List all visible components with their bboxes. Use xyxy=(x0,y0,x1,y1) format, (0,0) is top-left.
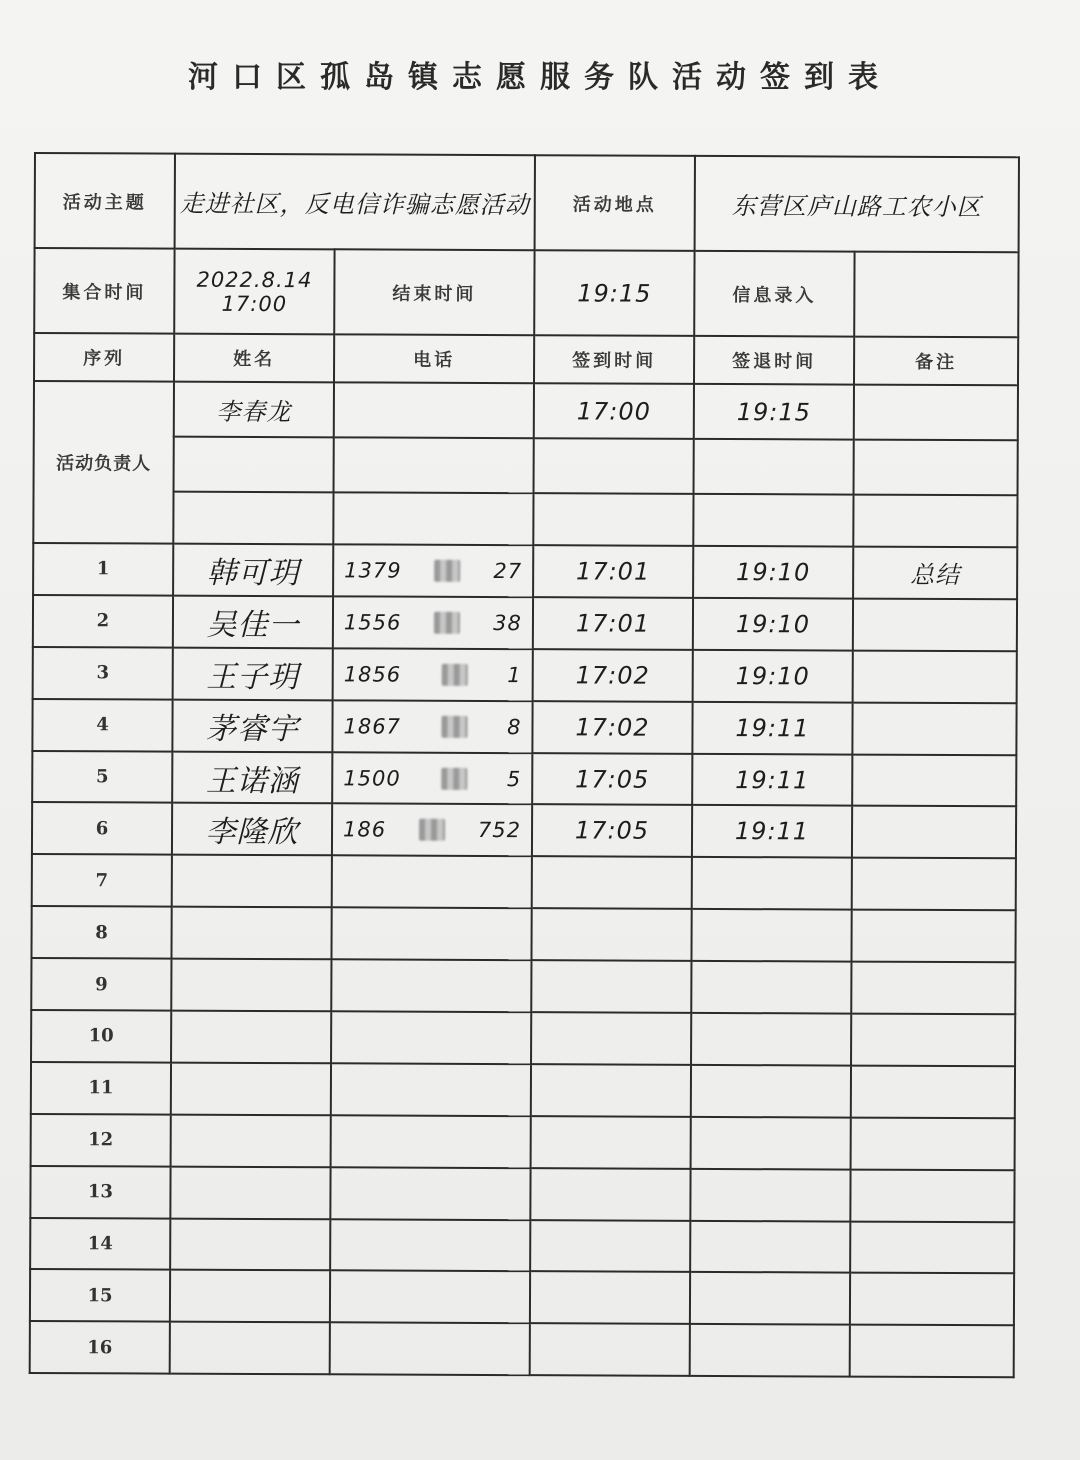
leader-blank-cell xyxy=(693,494,853,547)
leader-sign-in-cell xyxy=(534,383,694,439)
leader-blank-cell xyxy=(173,492,333,545)
seq-value: 1 xyxy=(96,558,110,580)
seq-value: 3 xyxy=(96,662,110,684)
sign-out-cell xyxy=(690,1324,850,1377)
seq-cell xyxy=(32,699,172,752)
phone-end: 8 xyxy=(507,714,522,739)
leader-name-cell xyxy=(174,382,334,438)
form-title: 河口区孤岛镇志愿服务队活动签到表 xyxy=(188,60,892,95)
remark-cell xyxy=(851,910,1015,963)
info-entry-value-cell xyxy=(854,252,1018,338)
leader-row xyxy=(34,381,1018,440)
phone-cell xyxy=(332,700,532,753)
remark-cell xyxy=(853,598,1017,651)
table-row xyxy=(32,802,1016,858)
leader-sign-out-cell xyxy=(694,384,854,440)
sign-out-value: 19:11 xyxy=(735,713,810,742)
remark-cell xyxy=(852,702,1016,755)
seq-value: 9 xyxy=(95,973,108,995)
table-row xyxy=(32,854,1016,910)
remark-cell xyxy=(850,1221,1014,1274)
name-cell xyxy=(171,907,331,960)
volunteer-rows xyxy=(30,543,1018,1378)
seq-value: 13 xyxy=(87,1181,114,1203)
sign-out-cell xyxy=(690,1220,850,1273)
phone-cell xyxy=(331,908,531,961)
sign-in-cell xyxy=(532,753,692,806)
phone-value xyxy=(334,662,532,687)
leader-blank-cell xyxy=(534,438,694,494)
sign-in-cell xyxy=(531,1064,691,1117)
sign-in-cell xyxy=(533,545,693,598)
theme-value: 走进社区，反电信诈骗志愿活动 xyxy=(179,189,530,220)
table-row xyxy=(33,595,1017,651)
seq-cell xyxy=(33,595,173,648)
phone-header-cell xyxy=(334,334,534,383)
end-time-label: 结束时间 xyxy=(392,283,477,305)
end-time-label-cell xyxy=(334,249,534,335)
sign-in-cell xyxy=(532,805,692,858)
seq-value: 4 xyxy=(96,714,109,736)
seq-cell xyxy=(33,543,173,596)
seq-value: 7 xyxy=(95,870,109,892)
remark-cell xyxy=(851,1117,1015,1170)
remark-cell xyxy=(852,858,1016,911)
name-value: 茅睿宇 xyxy=(205,711,300,747)
sign-out-value: 19:10 xyxy=(735,661,810,691)
sign-in-value: 17:05 xyxy=(574,816,650,846)
name-cell xyxy=(172,855,332,908)
phone-cell xyxy=(330,1323,530,1376)
redaction-mosaic xyxy=(434,560,460,582)
seq-value: 16 xyxy=(87,1337,113,1359)
leader-blank-cell xyxy=(853,495,1017,548)
seq-cell xyxy=(32,854,172,907)
phone-cell xyxy=(330,1219,530,1272)
remark-cell xyxy=(851,962,1015,1015)
name-cell xyxy=(170,1218,330,1271)
sign-out-cell xyxy=(693,650,853,703)
sign-out-cell xyxy=(693,546,853,599)
gather-time-value: 17:00 xyxy=(221,291,288,316)
leader-phone-cell xyxy=(334,382,534,438)
phone-header: 电话 xyxy=(413,349,456,371)
sign-in-cell xyxy=(531,960,691,1013)
gather-time-label-cell xyxy=(34,248,174,334)
sign-out-cell xyxy=(690,1272,850,1325)
name-cell xyxy=(171,1114,331,1167)
seq-value: 8 xyxy=(95,921,108,944)
sign-out-cell xyxy=(691,909,851,962)
phone-value xyxy=(333,882,531,883)
gather-time-label: 集合时间 xyxy=(62,281,147,303)
theme-value-cell xyxy=(175,154,535,251)
seq-cell xyxy=(30,1321,170,1374)
theme-row xyxy=(35,153,1019,252)
table-row xyxy=(30,1218,1014,1274)
phone-end: 752 xyxy=(477,818,522,843)
phone-start: 1500 xyxy=(343,765,401,791)
location-value-cell xyxy=(695,156,1019,252)
remark-cell xyxy=(851,1014,1015,1067)
theme-label: 活动主题 xyxy=(62,191,147,213)
sign-out-cell xyxy=(692,805,852,858)
gather-date-value: 2022.8.14 xyxy=(196,267,313,292)
seq-value: 5 xyxy=(95,766,109,788)
end-time-value: 19:15 xyxy=(577,278,652,308)
name-cell xyxy=(171,959,331,1012)
phone-cell xyxy=(332,856,532,909)
name-value: 韩可玥 xyxy=(206,555,300,592)
location-value: 东营区庐山路工农小区 xyxy=(731,192,982,222)
phone-value xyxy=(331,1193,529,1194)
remark-cell xyxy=(853,650,1017,703)
phone-cell xyxy=(332,804,532,857)
seq-header-cell xyxy=(34,333,174,382)
sign-out-cell xyxy=(692,857,852,910)
seq-cell xyxy=(31,958,171,1011)
remark-cell xyxy=(852,806,1016,859)
theme-label-cell xyxy=(35,153,175,249)
leader-blank-cell xyxy=(694,439,854,495)
leader-blank-cell xyxy=(174,437,334,493)
seq-cell xyxy=(30,1269,170,1322)
phone-value xyxy=(334,610,532,635)
phone-end: 1 xyxy=(507,662,522,687)
remark-value: 总结 xyxy=(910,561,961,590)
sign-out-cell xyxy=(691,1117,851,1170)
info-entry-label-cell xyxy=(694,251,854,337)
name-cell xyxy=(172,699,332,752)
sign-in-header: 签到时间 xyxy=(572,350,657,372)
seq-cell xyxy=(32,802,172,855)
sign-in-value: 17:05 xyxy=(575,764,650,794)
phone-cell xyxy=(332,752,532,805)
sign-in-cell xyxy=(531,1012,691,1065)
location-label-cell xyxy=(535,155,695,251)
name-cell xyxy=(171,1011,331,1064)
leader-name: 李春龙 xyxy=(216,397,292,427)
phone-end: 27 xyxy=(493,558,523,584)
leader-row-3 xyxy=(33,491,1017,547)
sign-out-cell xyxy=(691,1013,851,1066)
leader-remark-cell xyxy=(854,385,1018,441)
name-header: 姓名 xyxy=(233,348,276,371)
seq-value: 14 xyxy=(87,1233,113,1255)
table-row xyxy=(31,1062,1015,1118)
column-header-row xyxy=(34,333,1018,385)
redaction-mosaic xyxy=(441,664,467,686)
name-cell xyxy=(170,1166,330,1219)
leader-blank-cell xyxy=(533,493,693,546)
phone-cell xyxy=(331,959,531,1012)
sign-in-cell xyxy=(531,1116,691,1169)
sign-in-cell xyxy=(533,597,693,650)
name-value: 李隆欣 xyxy=(205,815,299,851)
sign-out-cell xyxy=(691,961,851,1014)
seq-cell xyxy=(31,906,171,959)
name-cell xyxy=(170,1322,330,1375)
sign-out-cell xyxy=(692,702,852,755)
table-row xyxy=(31,1010,1015,1066)
seq-value: 6 xyxy=(95,818,109,840)
redaction-mosaic xyxy=(434,612,460,634)
sign-out-cell xyxy=(690,1169,850,1222)
name-value: 王诺涵 xyxy=(205,763,299,799)
phone-value xyxy=(331,1245,529,1246)
name-cell xyxy=(170,1270,330,1323)
table-row xyxy=(30,1321,1014,1377)
phone-value xyxy=(332,1037,530,1038)
phone-value xyxy=(333,714,531,739)
name-cell xyxy=(173,647,333,700)
seq-value: 11 xyxy=(88,1077,114,1099)
remark-cell xyxy=(851,1065,1015,1118)
remark-cell xyxy=(850,1273,1014,1326)
remark-cell xyxy=(853,547,1017,600)
table-row xyxy=(32,699,1016,755)
table-row xyxy=(33,647,1017,703)
remark-cell xyxy=(850,1169,1014,1222)
remark-cell xyxy=(852,754,1016,807)
name-value: 吴佳一 xyxy=(206,607,300,643)
seq-cell xyxy=(31,1010,171,1063)
table-row xyxy=(31,1114,1015,1170)
table-row xyxy=(30,1166,1014,1222)
leader-row-2 xyxy=(34,436,1018,495)
phone-end: 38 xyxy=(493,610,523,635)
phone-end: 5 xyxy=(506,766,522,791)
name-cell xyxy=(173,544,333,597)
phone-cell xyxy=(333,544,533,597)
sign-in-cell xyxy=(532,857,692,910)
leader-label-cell xyxy=(33,381,174,544)
name-cell xyxy=(172,803,332,856)
sign-in-cell xyxy=(530,1324,690,1377)
redaction-mosaic xyxy=(441,715,467,737)
seq-value: 15 xyxy=(87,1285,113,1307)
phone-start: 1556 xyxy=(343,610,402,635)
leader-label: 活动负责人 xyxy=(56,453,152,475)
seq-value: 12 xyxy=(88,1129,114,1151)
sign-out-cell xyxy=(691,1065,851,1118)
seq-value: 10 xyxy=(88,1025,114,1047)
name-cell xyxy=(173,596,333,649)
seq-cell xyxy=(31,1062,171,1115)
phone-value xyxy=(333,766,531,791)
phone-value xyxy=(332,1141,530,1142)
sign-out-header-cell xyxy=(694,336,854,385)
sign-in-value: 17:02 xyxy=(575,712,650,742)
time-row xyxy=(34,248,1018,337)
table-row xyxy=(32,751,1016,807)
table-row xyxy=(30,1269,1014,1325)
sign-out-value: 19:11 xyxy=(735,765,810,794)
gather-time-value-cell xyxy=(174,249,334,335)
leader-blank-cell xyxy=(333,492,533,545)
seq-value: 2 xyxy=(96,610,110,632)
leader-sign-in: 17:00 xyxy=(576,396,652,426)
sign-in-cell xyxy=(531,908,691,961)
sign-out-header: 签退时间 xyxy=(732,351,817,373)
sign-out-value: 19:10 xyxy=(736,558,811,587)
location-label: 活动地点 xyxy=(572,193,657,216)
sign-in-value: 17:01 xyxy=(576,557,651,586)
table-row xyxy=(33,543,1017,599)
sign-in-cell xyxy=(530,1272,690,1325)
info-entry-label: 信息录入 xyxy=(732,284,817,306)
seq-cell xyxy=(31,1114,171,1167)
sign-in-cell xyxy=(530,1168,690,1221)
phone-cell xyxy=(331,1115,531,1168)
table-row xyxy=(31,906,1015,962)
leader-blank-cell xyxy=(854,440,1018,496)
seq-cell xyxy=(30,1218,170,1271)
phone-value xyxy=(332,985,530,986)
seq-cell xyxy=(30,1166,170,1219)
phone-start: 1856 xyxy=(343,662,402,687)
phone-cell xyxy=(333,596,533,649)
seq-header: 序列 xyxy=(83,348,126,370)
phone-cell xyxy=(330,1167,530,1220)
sign-in-cell xyxy=(530,1220,690,1273)
phone-value xyxy=(331,1349,529,1350)
seq-cell xyxy=(32,751,172,804)
sign-out-value: 19:11 xyxy=(734,817,810,846)
phone-value xyxy=(331,1297,529,1298)
name-cell xyxy=(172,751,332,804)
redaction-mosaic xyxy=(419,819,445,841)
sign-in-value: 17:02 xyxy=(575,661,650,690)
phone-start: 1379 xyxy=(344,558,402,583)
seq-cell xyxy=(33,647,173,700)
name-value: 王子玥 xyxy=(206,659,300,695)
phone-start: 1867 xyxy=(343,713,402,739)
sign-in-table xyxy=(29,152,1020,1379)
phone-cell xyxy=(331,1011,531,1064)
remark-header-cell xyxy=(854,337,1018,386)
phone-start: 186 xyxy=(342,817,387,842)
phone-value xyxy=(333,818,531,843)
sign-out-cell xyxy=(693,598,853,651)
phone-value xyxy=(332,1089,530,1090)
name-cell xyxy=(171,1063,331,1116)
sign-in-value: 17:01 xyxy=(575,609,651,638)
sign-out-value: 19:10 xyxy=(735,609,811,639)
name-header-cell xyxy=(174,334,334,383)
leader-sign-out: 19:15 xyxy=(736,397,812,426)
sign-out-cell xyxy=(692,753,852,806)
phone-value xyxy=(333,933,531,934)
sign-in-header-cell xyxy=(534,335,694,384)
phone-cell xyxy=(330,1271,530,1324)
sign-in-cell xyxy=(532,701,692,754)
end-time-value-cell xyxy=(534,250,694,336)
table-row xyxy=(31,958,1015,1014)
remark-header: 备注 xyxy=(915,351,958,374)
leader-blank-cell xyxy=(334,437,534,493)
redaction-mosaic xyxy=(441,767,467,789)
sign-in-cell xyxy=(533,649,693,702)
phone-cell xyxy=(333,648,533,701)
remark-cell xyxy=(850,1325,1014,1378)
phone-value xyxy=(334,558,532,583)
phone-cell xyxy=(331,1063,531,1116)
